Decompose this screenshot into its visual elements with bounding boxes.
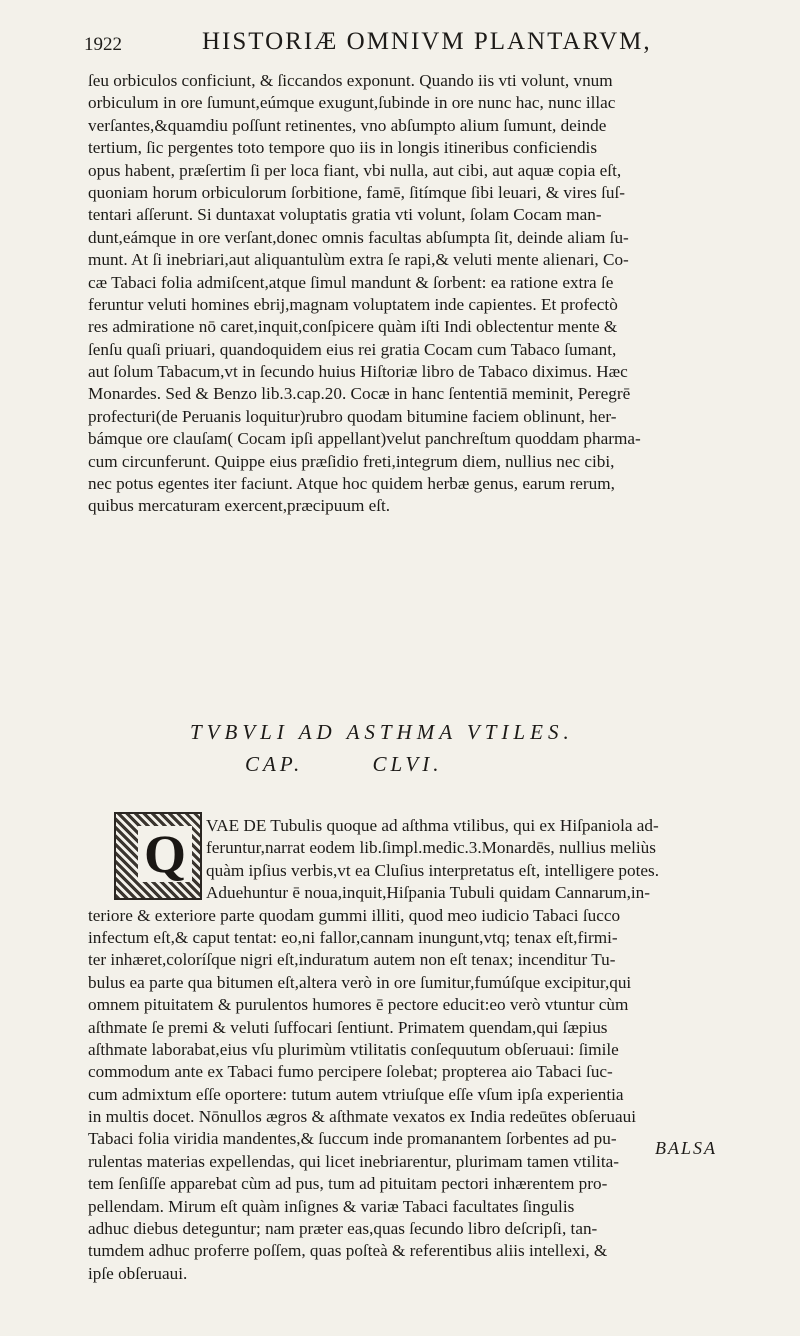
chapter-number xyxy=(245,752,442,777)
text-line: Tabaci folia viridia mandentes,& ſuccum inde promanantem ſorbentes ad pu- xyxy=(88,1129,617,1149)
text-line: ſeu orbiculos conficiunt, & ſiccandos exponunt. Quando iis vti volunt, vnum xyxy=(88,71,613,90)
text-line: opus habent, præſertim ſi per loca fiant, vbi nulla, aut cibi, aut aquæ copia eſt, xyxy=(88,160,622,180)
text-line: teriore & exteriore parte quodam gummi illiti, quod meo iudicio Tabaci ſucco xyxy=(88,905,621,925)
initial-letter: Q xyxy=(138,826,192,882)
text-line: tentari aſſerunt. Si duntaxat voluptatis gratia vti volunt, ſolam Cocam man- xyxy=(88,205,602,225)
text-line: in multis docet. Nōnullos ægros & aſthmate vexatos ex India redeūtes obſeruaui xyxy=(88,1107,636,1127)
text-line: verſantes,&quamdiu poſſunt retinentes, vno abſumpto alium ſumunt, deinde xyxy=(88,115,607,135)
text-line: aſthmate laborabat,eius vſu plurimùm vtilitatis conſequutum obſeruaui: ſimile xyxy=(88,1039,619,1059)
text-line: infectum eſt,& caput tentat: eo,ni fallor,cannam inungunt,vtq; tenax eſt,firmi- xyxy=(88,927,618,947)
text-line: omnem pituitatem & purulentos humores ē pectore educit:eo verò vtuntur cùm xyxy=(88,995,629,1015)
text-line: munt. At ſi inebriari,aut aliquantulùm extra ſe rapi,& veluti mente alienari, Co- xyxy=(88,250,629,270)
text-line: feruntur veluti homines ebrij,magnam voluptatem inde capientes. Et profectò xyxy=(88,294,618,314)
text-line: orbiculum in ore ſumunt,eúmque exugunt,ſubinde in ore nunc hac, nunc illac xyxy=(88,93,616,113)
chapter-cap-label: CAP. xyxy=(245,752,304,776)
text-line: rulentas materias expellendas, qui licet inebriarentur, plurimam tamen vtilita- xyxy=(88,1151,619,1171)
page-number: 1922 xyxy=(84,34,122,55)
text-line: cum circunferunt. Quippe eius præſidio freti,integrum diem, nullius nec cibi, xyxy=(88,451,615,471)
chapter-cap-number: CLVI. xyxy=(372,752,443,776)
running-title: HISTORIÆ OMNIVM PLANTARVM, xyxy=(202,28,652,55)
text-line: cum admixtum eſſe oportere: tutum autem vtriuſque eſſe vſum ipſa experientia xyxy=(88,1084,624,1104)
text-line: nec potus egentes iter faciunt. Atque hoc quidem herbæ genus, earum rerum, xyxy=(88,474,615,494)
text-line: pellendam. Mirum eſt quàm inſignes & variæ Tabaci facultates ſingulis xyxy=(88,1196,575,1216)
paragraph-tubuli xyxy=(88,815,738,1285)
text-line: tertium, ſic pergentes toto tempore quo iis in longis itineribus conficiendis xyxy=(88,138,598,158)
text-line: dunt,eámque in ore verſant,donec omnis facultas abſumpta ſit, deinde aliam ſu- xyxy=(88,227,629,247)
text-line: commodum ante ex Tabaci fumo percipere ſolebat; propterea aio Tabaci ſuc- xyxy=(88,1062,613,1082)
text-line: aſthmate ſe premi & veluti ſuffocari ſentiunt. Primatem quendam,qui ſæpius xyxy=(88,1017,608,1037)
text-line: bámque ore clauſam( Cocam ipſi appellant)velut panchreſtum quoddam pharma- xyxy=(88,429,641,449)
text-line: res admiratione nō caret,inquit,conſpicere quàm iſti Indi oblectentur mente & xyxy=(88,317,618,337)
text-line: bulus ea parte qua bitumen eſt,altera verò in ore ſumitur,fumúſque excipitur,qui xyxy=(88,972,632,992)
catchword: BALSA xyxy=(655,1138,717,1158)
text-line: quoniam horum orbiculorum ſorbitione, famē, ſitímque ſibi leuari, & vires ſuſ- xyxy=(88,182,626,202)
text-line: feruntur,narrat eodem lib.ſimpl.medic.3.Monardēs, nullius meliùs xyxy=(206,838,656,858)
page-header xyxy=(84,28,724,62)
text-line: cæ Tabaci folia admiſcent,atque ſimul mandunt & ſorbent: ea ratione extra ſe xyxy=(88,272,614,292)
text-line: Aduehuntur ē noua,inquit,Hiſpania Tubuli quidam Cannarum,in- xyxy=(206,883,650,903)
text-line: ipſe obſeruaui. xyxy=(88,1263,188,1283)
text-line: tem ſenſiſſe apparebat cùm ad pus, tum ad pituitam pectori inhærentem pro- xyxy=(88,1174,608,1194)
text-line: quàm ipſius verbis,vt ea Cluſius interpretatus eſt, intelligere potes. xyxy=(206,860,659,880)
text-line: aut ſolum Tabacum,vt in ſecundo huius Hiſtoriæ libro de Tabaco diximus. Hæc xyxy=(88,362,628,382)
text-line: ter inhæret,coloríſque nigri eſt,induratum autem non eſt tenax; incenditur Tu- xyxy=(88,950,616,970)
text-line: tumdem adhuc proferre poſſem, quas poſteà & referentibus aliis intellexi, & xyxy=(88,1241,608,1261)
text-line: adhuc diebus deteguntur; nam præter eas,quas ſecundo libro deſcripſi, tan- xyxy=(88,1219,598,1239)
paragraph-coca xyxy=(88,70,738,518)
text-line: VAE DE Tubulis quoque ad aſthma vtilibus, qui ex Hiſpaniola ad- xyxy=(206,816,659,835)
chapter-heading: TVBVLI AD ASTHMA VTILES. xyxy=(190,720,574,744)
text-line: profecturi(de Peruanis loquitur)rubro quodam bitumine faciem oblinunt, her- xyxy=(88,406,617,426)
text-line: ſenſu quaſi priuari, quandoquidem eius rei gratia Cocam cum Tabaco ſumant, xyxy=(88,339,617,359)
text-line: quibus mercaturam exercent,præcipuum eſt. xyxy=(88,496,391,516)
text-line: Monardes. Sed & Benzo lib.3.cap.20. Cocæ in hanc ſententiā meminit, Peregrē xyxy=(88,384,631,404)
